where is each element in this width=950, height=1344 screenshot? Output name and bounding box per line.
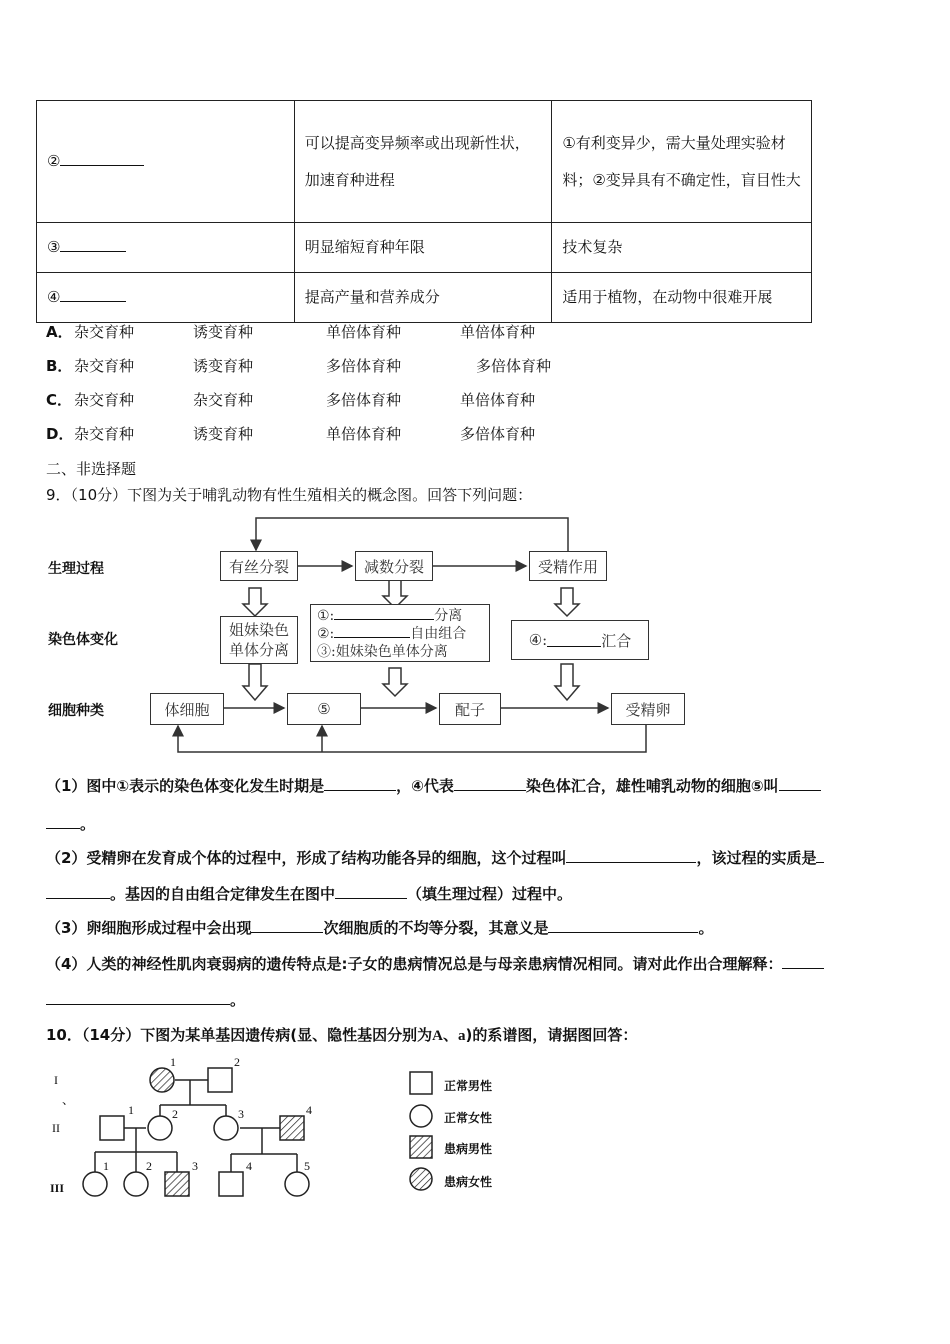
svg-text:2: 2 — [146, 1159, 152, 1173]
q9-sub3: （3）卵细胞形成过程中会出现 次细胞质的不均等分裂，其意义是 。 — [46, 916, 713, 938]
svg-text:4: 4 — [246, 1159, 252, 1173]
normal-female-II2 — [148, 1116, 172, 1140]
svg-text:3: 3 — [192, 1159, 198, 1173]
cell-five: ⑤ — [287, 693, 361, 725]
table-cell: 提高产量和营养成分 — [294, 273, 552, 323]
svg-text:2: 2 — [172, 1107, 178, 1121]
table-row — [37, 273, 812, 323]
legend-normal-female: 正常女性 — [444, 1111, 493, 1125]
blank — [60, 235, 126, 252]
chrom-mitosis: 姐妹染色 单体分离 — [220, 616, 298, 664]
q9-sub1: （1）图中①表示的染色体变化发生时期是 ，④代表 染色体汇合，雄性哺乳动物的细胞⑤叫 — [46, 774, 821, 796]
normal-male-II1 — [100, 1116, 124, 1140]
breeding-table — [36, 100, 812, 323]
svg-text:1: 1 — [128, 1103, 134, 1117]
blank — [334, 625, 410, 638]
q9-sub4-cont: 。 — [46, 988, 245, 1010]
svg-text:I: I — [54, 1073, 58, 1087]
process-mitosis: 有丝分裂 — [220, 551, 298, 581]
table-cell: ①有利变异少，需大量处理实验材料；②变异具有不确定性，盲目性大 — [552, 101, 812, 223]
section-title: 二、非选择题 — [46, 460, 137, 478]
normal-female-II3 — [214, 1116, 238, 1140]
q9-stem: 9．（10分）下图为关于哺乳动物有性生殖相关的概念图。回答下列问题： — [46, 486, 533, 504]
blank — [60, 285, 126, 302]
process-meiosis: 减数分裂 — [355, 551, 433, 581]
table-row — [37, 101, 812, 223]
legend-normal-male: 正常男性 — [444, 1079, 493, 1093]
svg-text:1: 1 — [170, 1055, 176, 1069]
svg-text:5: 5 — [304, 1159, 310, 1173]
table-cell: ④ — [37, 273, 295, 323]
cell-somatic: 体细胞 — [150, 693, 224, 725]
svg-text:1: 1 — [103, 1159, 109, 1173]
svg-text:III: III — [50, 1181, 65, 1195]
table-cell: 技术复杂 — [552, 223, 812, 273]
svg-text:II: II — [52, 1121, 60, 1135]
normal-male-I2 — [208, 1068, 232, 1092]
table-row — [37, 223, 812, 273]
row-label: 细胞种类 — [48, 703, 104, 719]
blank — [60, 149, 144, 166]
process-fertilization: 受精作用 — [529, 551, 607, 581]
row-label: 染色体变化 — [48, 632, 118, 648]
legend-affected-female: 患病女性 — [444, 1175, 493, 1189]
q9-sub4: （4）人类的神经性肌肉衰弱病的遗传特点是:子女的患病情况总是与母亲患病情况相同。请对此作出合理解释： — [46, 952, 824, 974]
cell-zygote: 受精卵 — [611, 693, 685, 725]
q10-stem: 10．（14分）下图为某单基因遗传病(显、隐性基因分别为A、a)的系谱图，请据图回答： — [46, 1026, 638, 1044]
blank — [547, 634, 601, 647]
q9-sub2: （2）受精卵在发育成个体的过程中，形成了结构功能各异的细胞，这个过程叫 ，该过程的实质是 — [46, 846, 824, 868]
svg-text:3: 3 — [238, 1107, 244, 1121]
q9-sub1-cont: 。 — [46, 812, 95, 834]
q9-sub2-cont: 。基因的自由组合定律发生在图中 （填生理过程）过程中。 — [46, 882, 572, 904]
row-label: 生理过程 — [48, 561, 104, 577]
blank — [334, 607, 434, 620]
table-cell: 明显缩短育种年限 — [294, 223, 552, 273]
affected-male-II4 — [280, 1116, 304, 1140]
svg-text:4: 4 — [306, 1103, 312, 1117]
legend-affected-male: 患病男性 — [444, 1142, 493, 1156]
chrom-fertilization: ④: 汇合 — [511, 620, 649, 660]
table-cell: 适用于植物，在动物中很难开展 — [552, 273, 812, 323]
table-cell: ② — [37, 101, 295, 223]
table-cell: ③ — [37, 223, 295, 273]
affected-female-I1 — [150, 1068, 174, 1092]
pedigree — [0, 1050, 520, 1210]
chrom-meiosis: ①: 分离 ②: 自由组合 ③:姐妹染色单体分离 — [310, 604, 490, 662]
table-cell: 可以提高变异频率或出现新性状，加速育种进程 — [294, 101, 552, 223]
cell-gamete: 配子 — [439, 693, 501, 725]
svg-text:2: 2 — [234, 1055, 240, 1069]
svg-text:、: 、 — [62, 1093, 75, 1107]
